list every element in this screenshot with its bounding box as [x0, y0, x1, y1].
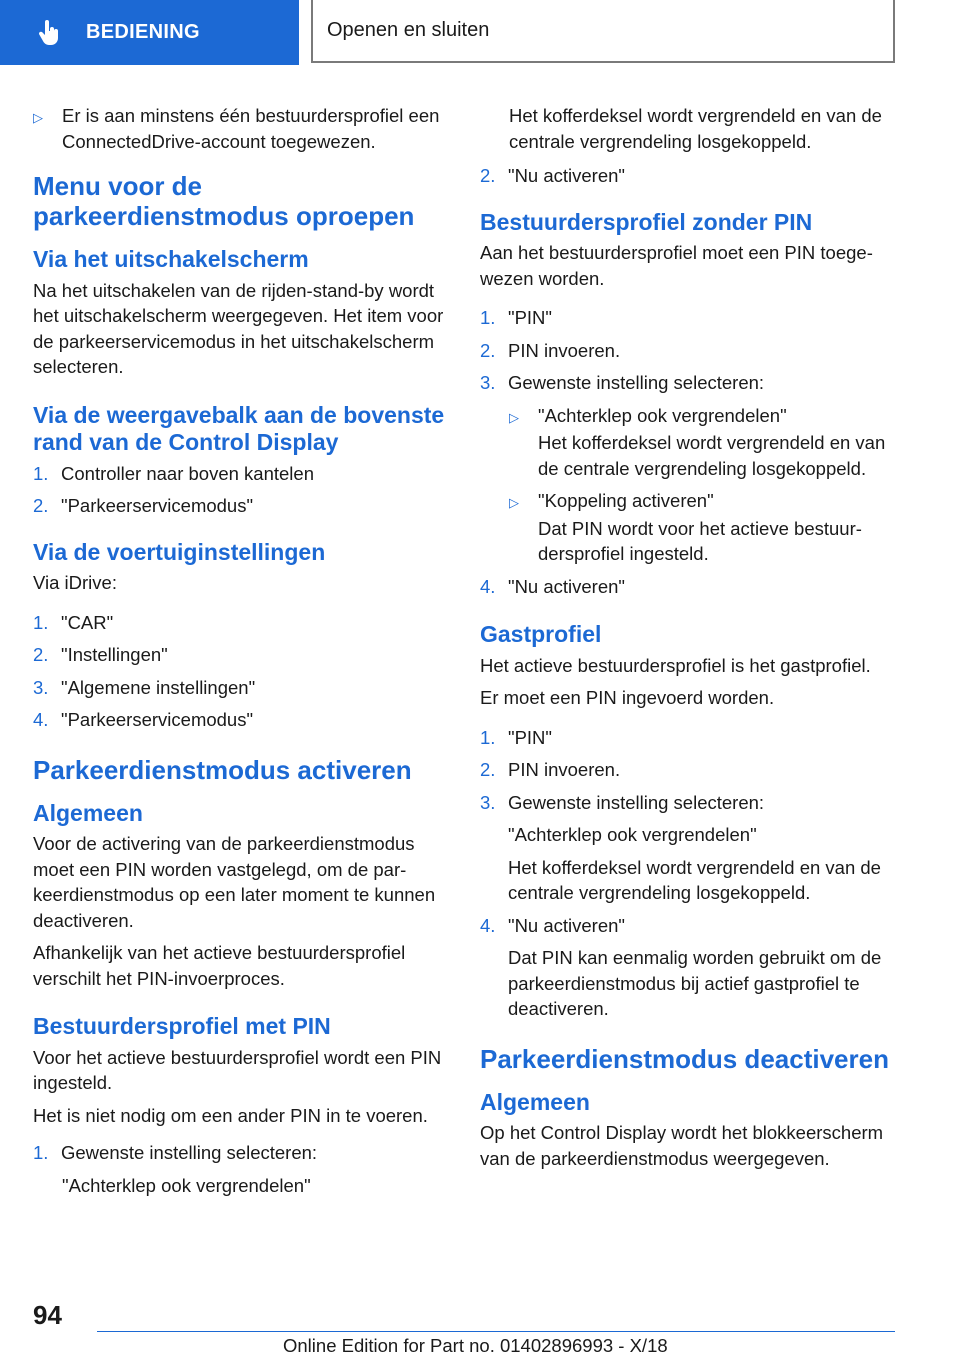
heading-algemeen: Algemeen: [33, 799, 143, 826]
paragraph: Het actieve bestuurdersprofiel is het gastprofiel.: [480, 654, 871, 676]
heading-activeren: Parkeerdienstmodus activeren: [33, 754, 412, 785]
page-number: 94: [33, 1300, 62, 1330]
list-item: ▷ "Achterklep ook vergrendelen": [509, 403, 900, 431]
right-column: [480, 103, 900, 1178]
list-item: ▷ "Koppeling activeren": [509, 488, 900, 516]
list-item-continuation: Het kofferdeksel wordt vergrendeld en van de centrale vergrendeling losgekoppeld.: [538, 432, 886, 479]
left-column: [33, 103, 453, 1205]
paragraph: Via iDrive:: [33, 572, 117, 593]
list-item-continuation: Het kofferdeksel wordt vergrendeld en van de centrale vergrendeling losgekoppeld.: [509, 105, 882, 152]
list-item-continuation: "Achterklep ook vergrendelen": [62, 1174, 311, 1196]
triangle-bullet-icon: ▷: [509, 409, 519, 425]
footer-divider: [97, 1331, 895, 1332]
heading-algemeen: Algemeen: [480, 1088, 590, 1115]
list-item: ▷ Er is aan minstens één bestuurdersprofiel een ConnectedDrive-account toegewezen.: [33, 103, 453, 154]
list-item: 3. "Algemene instellingen": [33, 676, 256, 698]
paragraph: Er moet een PIN ingevoerd worden.: [480, 687, 775, 708]
nested-bullets: [509, 403, 900, 567]
heading-gastprofiel: Gastprofiel: [480, 621, 602, 647]
list-item: 2. PIN invoeren.: [480, 339, 621, 361]
paragraph: Voor de activering van de parkeerdienstmodus moet een PIN worden vastgelegd, om de parkeerdienstmodus op een later moment te kunnen deactiveren.: [33, 833, 436, 931]
heading-deactiveren: Parkeerdienstmodus deactiveren: [480, 1043, 889, 1074]
triangle-bullet-icon: ▷: [33, 110, 43, 125]
list-item: 4. "Parkeerservicemodus": [33, 709, 254, 730]
list-item: 2. "Instellingen": [33, 644, 168, 665]
list-item: 1. "PIN": [480, 726, 552, 748]
paragraph: Op het Control Display wordt het blokkeerscherm van de parkeerdienstmodus weergegeven.: [480, 1122, 884, 1169]
list-item: 1. "CAR": [33, 611, 114, 633]
paragraph: Na het uitschakelen van de rijden-stand-by wordt het uitschakelscherm weergegeven. Het item voor de parkeerservicemodus in het uitschakelscherm selecteren.: [33, 279, 444, 377]
list-item: 2. "Parkeerservicemodus": [33, 495, 254, 516]
steps-list: [33, 461, 453, 519]
heading-uitschakelscherm: Via het uitschakelscherm: [33, 246, 309, 272]
list-item: 1. Gewenste instelling selecteren:: [33, 1142, 318, 1163]
footer-edition: Online Edition for Part no. 01402896993 - X/18: [283, 1335, 668, 1356]
steps-list: [33, 1140, 453, 1198]
list-item: 4. "Nu activeren": [480, 914, 625, 936]
hand-pointer-icon: [38, 18, 68, 48]
list-item: 1. Controller naar boven kantelen: [33, 462, 314, 484]
section-label: BEDIENING: [86, 21, 200, 43]
list-item: 3. Gewenste instelling selecteren:: [480, 372, 765, 393]
list-item: 2. "Nu activeren": [480, 165, 625, 186]
list-item-continuation: Dat PIN kan eenmalig worden gebruikt om de parkeerdienstmodus bij actief gastprofiel te deactiveren.: [508, 947, 882, 1019]
heading-weergavebalk: Via de weergavebalk aan de bovenste rand van de Control Display: [33, 401, 445, 455]
triangle-bullet-icon: ▷: [509, 495, 519, 510]
list-item-continuation: Het kofferdeksel wordt vergrendeld en van de centrale vergrendeling losgekoppeld.: [508, 856, 881, 903]
list-item-continuation: Dat PIN wordt voor het actieve bestuurdersprofiel ingesteld.: [538, 517, 862, 564]
heading-met-pin: Bestuurdersprofiel met PIN: [33, 1013, 331, 1039]
paragraph: Het is niet nodig om een ander PIN in te voeren.: [33, 1104, 428, 1126]
section-tab: [0, 0, 299, 65]
paragraph: Aan het bestuurdersprofiel moet een PIN toegewezen worden.: [480, 242, 873, 289]
heading-voertuiginstellingen: Via de voertuiginstellingen: [33, 538, 326, 565]
steps-list: [480, 305, 900, 599]
list-item: 2. PIN invoeren.: [480, 759, 621, 780]
chapter-title: Openen en sluiten: [311, 0, 895, 63]
list-item: 1. "PIN": [480, 307, 552, 328]
steps-list: [33, 610, 453, 733]
paragraph: Voor het actieve bestuurdersprofiel wordt een PIN ingesteld.: [33, 1046, 442, 1093]
list-item-continuation: "Achterklep ook vergrendelen": [508, 824, 757, 845]
heading-menu: Menu voor de parkeerdienstmodus oproepen: [33, 171, 415, 231]
heading-zonder-pin: Bestuurdersprofiel zonder PIN: [480, 208, 813, 235]
steps-list: [480, 725, 900, 1022]
paragraph: Afhankelijk van het actieve bestuurdersprofiel verschilt het PIN-invoerproces.: [33, 942, 406, 989]
list-item: 4. "Nu activeren": [480, 575, 625, 597]
list-item: 3. Gewenste instelling selecteren:: [480, 791, 765, 813]
